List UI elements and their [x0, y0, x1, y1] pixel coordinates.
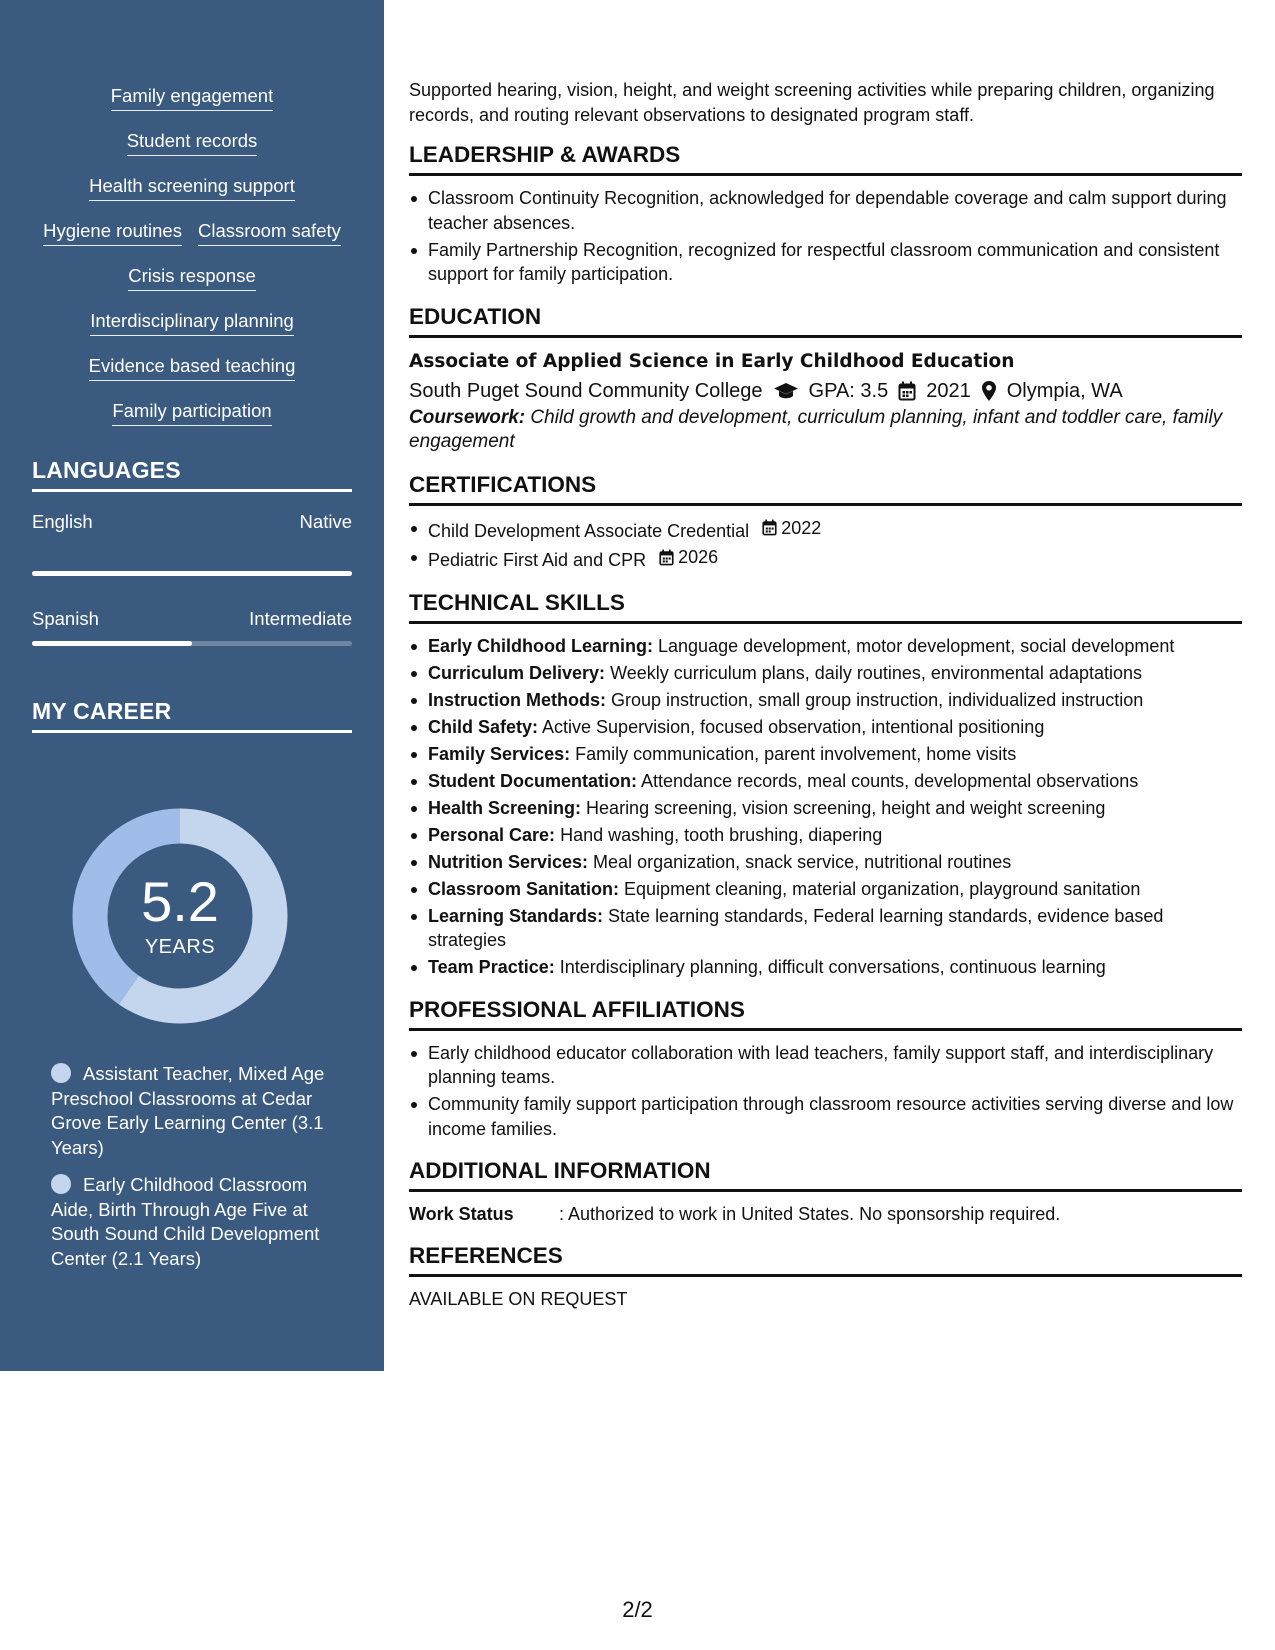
- skill-tag: Classroom safety: [198, 219, 341, 246]
- skill-tag: Family participation: [112, 399, 271, 426]
- certification-year: 2026: [678, 547, 719, 568]
- language-level: Native: [299, 511, 352, 532]
- skill-category: Personal Care:: [428, 824, 556, 845]
- technical-skill-item: [409, 850, 1242, 875]
- page-number: 2/2: [622, 1597, 653, 1622]
- career-total: [67, 803, 293, 1029]
- skill-category: Team Practice:: [428, 957, 555, 977]
- technical-skill-item: [409, 688, 1242, 713]
- skill-category: Classroom Sanitation:: [428, 878, 620, 899]
- gpa: GPA: 3.5: [808, 379, 889, 402]
- degree-title: Associate of Applied Science in Early Childhood Education: [409, 350, 1015, 372]
- sidebar: [0, 0, 384, 1371]
- language-name: Spanish: [32, 608, 99, 629]
- career-heading: MY CAREER: [32, 698, 352, 733]
- list-item: Community family support participation through classroom resource activities serving diverse and low income families.: [409, 1092, 1242, 1141]
- skill-row: [0, 84, 384, 129]
- list-item: Classroom Continuity Recognition, acknowledged for dependable coverage and calm support during teacher absences.: [409, 186, 1242, 235]
- work-status-label: Work Status: [409, 1204, 514, 1224]
- career-item-text: Early Childhood Classroom Aide, Birth Through Age Five at South Sound Child Development Center (2.1 Years): [51, 1174, 320, 1269]
- skill-category: Student Documentation:: [428, 770, 637, 791]
- graduation-year: 2021: [926, 379, 971, 402]
- skill-category: Family Services:: [428, 743, 571, 764]
- technical-skill-item: [409, 904, 1242, 953]
- language-name: English: [32, 511, 93, 532]
- skill-details: State learning standards, Federal learning standards, evidence based strategies: [428, 905, 1164, 950]
- affiliations-list: [409, 1041, 1242, 1142]
- section-title-leadership: LEADERSHIP & AWARDS: [409, 141, 1242, 176]
- language-bar-fill: [32, 571, 352, 576]
- skill-category: Curriculum Delivery:: [428, 662, 606, 683]
- certification-name: Pediatric First Aid and CPR: [428, 550, 647, 570]
- technical-skill-item: [409, 715, 1242, 740]
- skill-tag: Hygiene routines: [43, 219, 182, 246]
- career-donut-chart: [67, 803, 293, 1029]
- graduation-cap-icon: [773, 381, 799, 401]
- language-bar-spanish: [32, 641, 352, 646]
- skill-category: Early Childhood Learning:: [428, 635, 654, 656]
- certification-item: [409, 516, 1242, 543]
- skill-category: Learning Standards:: [428, 905, 604, 926]
- skill-tag: Student records: [127, 129, 258, 156]
- work-status-row: [409, 1202, 1242, 1226]
- skill-tag: Family engagement: [111, 84, 273, 111]
- coursework-text: Child growth and development, curriculum planning, infant and toddler care, family engagement: [409, 406, 1223, 452]
- career-total-unit: YEARS: [144, 935, 216, 958]
- skill-category: Child Safety:: [428, 716, 539, 737]
- skill-details: Group instruction, small group instruction, individualized instruction: [606, 689, 1144, 710]
- section-title-affiliations: PROFESSIONAL AFFILIATIONS: [409, 996, 1242, 1031]
- skill-category: Nutrition Services:: [428, 851, 589, 872]
- section-title-education: EDUCATION: [409, 303, 1242, 338]
- career-total-value: 5.2: [141, 869, 219, 933]
- skill-tag: Evidence based teaching: [89, 354, 296, 381]
- section-title-additional-information: ADDITIONAL INFORMATION: [409, 1157, 1242, 1192]
- skill-row: [0, 354, 384, 399]
- skill-details: Equipment cleaning, material organization, playground sanitation: [619, 878, 1141, 899]
- skill-tag: Crisis response: [128, 264, 256, 291]
- skill-tag: Interdisciplinary planning: [90, 309, 294, 336]
- language-spanish: [32, 608, 352, 630]
- skill-details: Hearing screening, vision screening, height and weight screening: [581, 797, 1106, 818]
- certification-name: Child Development Associate Credential: [428, 520, 750, 541]
- coursework: [409, 406, 1242, 455]
- language-bar-english: [32, 571, 352, 576]
- location-pin-icon: [981, 380, 997, 402]
- career-item: [51, 1173, 331, 1271]
- certifications-list: [409, 516, 1242, 573]
- certification-date: [659, 545, 718, 570]
- skill-category: Instruction Methods:: [428, 689, 606, 710]
- languages-heading: LANGUAGES: [32, 457, 352, 492]
- school-name: South Puget Sound Community College: [409, 379, 763, 402]
- skills-list: [0, 84, 384, 444]
- language-english: [32, 511, 352, 533]
- list-item: Family Partnership Recognition, recognized for respectful classroom communication and consistent support for family participation.: [409, 238, 1242, 287]
- skill-row: [0, 129, 384, 174]
- technical-skill-item: [409, 634, 1242, 659]
- skill-row: [0, 399, 384, 444]
- language-bar-fill: [32, 641, 192, 646]
- technical-skill-item: [409, 796, 1242, 821]
- certification-year: 2022: [781, 517, 822, 538]
- technical-skill-item: [409, 823, 1242, 848]
- section-title-certifications: CERTIFICATIONS: [409, 471, 1242, 506]
- school-location: Olympia, WA: [1006, 379, 1123, 402]
- technical-skill-item: [409, 661, 1242, 686]
- skill-details: Hand washing, tooth brushing, diapering: [555, 824, 883, 845]
- section-title-technical-skills: TECHNICAL SKILLS: [409, 589, 1242, 624]
- career-item-text: Assistant Teacher, Mixed Age Preschool Classrooms at Cedar Grove Early Learning Center (3.1 Years): [51, 1063, 325, 1158]
- references-text: AVAILABLE ON REQUEST: [409, 1289, 628, 1309]
- technical-skill-item: [409, 742, 1242, 767]
- certification-item: [409, 545, 1242, 572]
- skill-details: Family communication, parent involvement, home visits: [570, 743, 1017, 764]
- skill-category: Health Screening:: [428, 797, 582, 818]
- main-content: [409, 78, 1242, 1311]
- section-title-references: REFERENCES: [409, 1242, 1242, 1277]
- technical-skill-item: [409, 769, 1242, 794]
- technical-skills-list: [409, 634, 1242, 980]
- skill-row: [0, 264, 384, 309]
- education-details: [409, 376, 1242, 406]
- career-list: [51, 1062, 331, 1284]
- experience-continuation: Supported hearing, vision, height, and weight screening activities while preparing children, organizing records, and routing relevant observations to designated program staff.: [409, 80, 1215, 125]
- technical-skill-item: [409, 955, 1242, 980]
- skill-details: Weekly curriculum plans, daily routines, environmental adaptations: [605, 662, 1142, 683]
- skill-tag: Health screening support: [89, 174, 295, 201]
- leadership-list: [409, 186, 1242, 287]
- skill-details: Active Supervision, focused observation, intentional positioning: [538, 716, 1045, 737]
- certification-date: [762, 516, 821, 541]
- skill-details: Meal organization, snack service, nutritional routines: [588, 851, 1012, 872]
- career-item: [51, 1062, 331, 1160]
- career-legend-dot-icon: [51, 1174, 71, 1194]
- language-level: Intermediate: [249, 608, 352, 629]
- calendar-icon: [762, 519, 777, 536]
- skill-details: Language development, motor development, social development: [653, 635, 1175, 656]
- skill-details: Attendance records, meal counts, developmental observations: [637, 770, 1139, 791]
- work-status-value: : Authorized to work in United States. No sponsorship required.: [559, 1204, 1061, 1224]
- skill-row: [0, 174, 384, 219]
- calendar-icon: [659, 549, 674, 566]
- skill-row: [0, 219, 384, 264]
- skill-row: [0, 309, 384, 354]
- career-legend-dot-icon: [51, 1063, 71, 1083]
- technical-skill-item: [409, 877, 1242, 902]
- skill-details: Interdisciplinary planning, difficult conversations, continuous learning: [554, 957, 1106, 977]
- list-item: Early childhood educator collaboration with lead teachers, family support staff, and interdisciplinary planning teams.: [409, 1041, 1242, 1090]
- calendar-icon: [898, 381, 916, 401]
- coursework-label: Coursework:: [409, 406, 526, 428]
